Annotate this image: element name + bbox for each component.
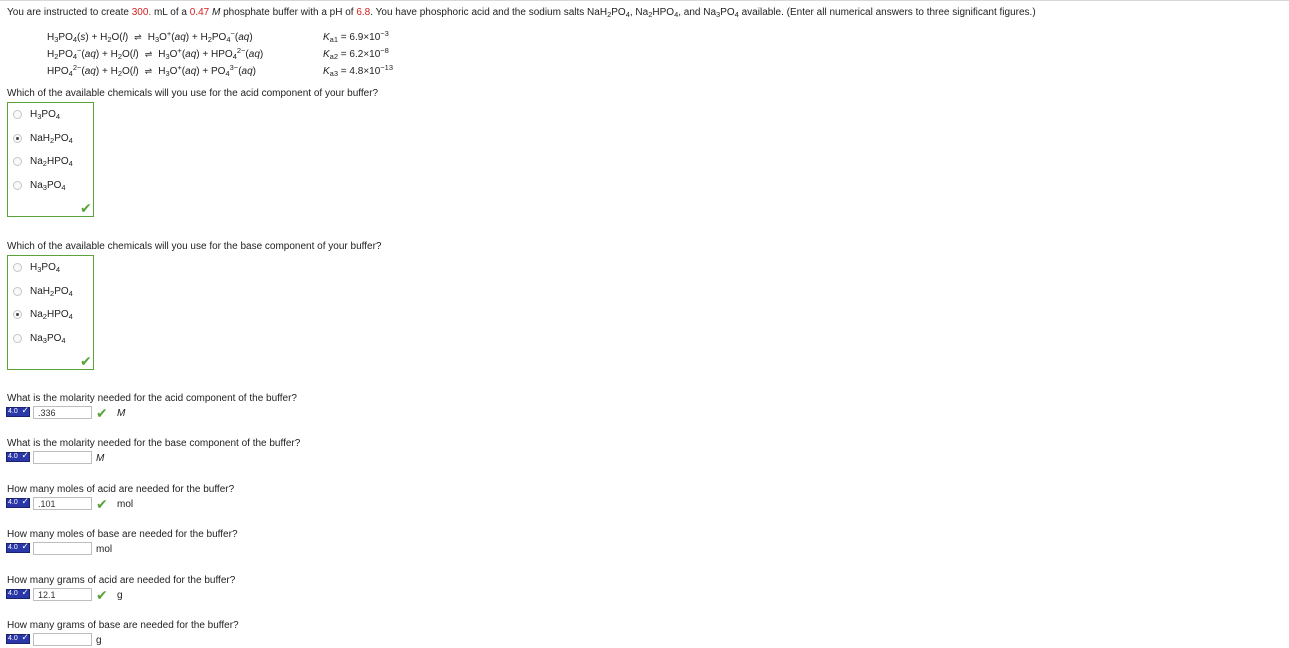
volume-value: 300.	[131, 7, 152, 18]
ph-value: 6.8	[356, 7, 371, 18]
question-base-component: Which of the available chemicals will you use for the base component of your buffer?	[7, 241, 382, 252]
check-icon: ✔	[96, 587, 108, 603]
question-acid-molarity: What is the molarity needed for the acid component of the buffer?	[7, 393, 297, 404]
check-icon: ✔	[96, 496, 108, 512]
acid-moles-input[interactable]	[33, 497, 92, 510]
radio-h3po4[interactable]	[13, 110, 22, 119]
base-moles-input[interactable]	[33, 542, 92, 555]
question-base-molarity: What is the molarity needed for the base component of the buffer?	[7, 438, 301, 449]
question-acid-moles: How many moles of acid are needed for the buffer?	[7, 484, 235, 495]
equilibrium-3: $HPO_4^{2-}(aq) + H_2O(l)$ ⇌ $H_3O^+(aq) + PO_4^{3-}(aq)$	[47, 63, 256, 78]
attempts-badge-icon: 4.0 ✓	[8, 450, 29, 460]
choice-label: $NaH_2PO_4$	[30, 286, 73, 298]
choice-label: $Na_3PO_4$	[30, 333, 66, 345]
base-choice-group	[7, 255, 94, 370]
choice-label: $H_3PO_4$	[30, 262, 61, 274]
choice-label: $NaH_2PO_4$	[30, 133, 73, 145]
radio-na3po4[interactable]	[13, 181, 22, 190]
attempts-badge-icon: 4.0 ✓	[8, 541, 29, 551]
question-acid-grams: How many grams of acid are needed for the buffer?	[7, 575, 236, 586]
attempts-badge-icon: 4.0 ✓	[8, 632, 29, 642]
equilibrium-arrow-icon: ⇌	[144, 49, 153, 59]
radio-nah2po4[interactable]	[13, 287, 22, 296]
base-molarity-input[interactable]	[33, 451, 92, 464]
equilibrium-1: $H_3PO_4(s) + H_2O(l)$ ⇌ $H_3O^+(aq) + H_2PO_4^-(aq)$	[47, 29, 253, 44]
question-base-grams: How many grams of base are needed for the buffer?	[7, 620, 239, 631]
choice-label: $Na_3PO_4$	[30, 180, 66, 192]
attempts-badge-icon: 4.0 ✓	[8, 405, 29, 415]
unit-label: mol	[117, 499, 134, 510]
top-divider	[0, 0, 1289, 1]
equilibrium-2: $H_2PO_4^-(aq) + H_2O(l)$ ⇌ $H_3O^+(aq) + HPO_4^{2-}(aq)$	[47, 46, 264, 61]
radio-h3po4[interactable]	[13, 263, 22, 272]
check-icon: ✔	[80, 353, 92, 369]
problem-statement: You are instructed to create 300. mL of a 0.47 M phosphate buffer with a pH of 6.8. You have phosphoric acid and the sodium salts $NaH_2PO_4$, $Na_2HPO_4$, and $Na_3PO_4$ available. (Enter all numerical answers to three significant figures.)	[7, 7, 1036, 19]
radio-nah2po4[interactable]	[13, 134, 22, 143]
attempts-badge-icon: 4.0 ✓	[8, 587, 29, 597]
check-icon: ✔	[96, 405, 108, 421]
radio-na2hpo4[interactable]	[13, 310, 22, 319]
equilibrium-arrow-icon: ⇌	[144, 66, 153, 76]
choice-label: $Na_2HPO_4$	[30, 309, 73, 321]
acid-molarity-input[interactable]	[33, 406, 92, 419]
radio-na2hpo4[interactable]	[13, 157, 22, 166]
choice-label: $H_3PO_4$	[30, 109, 61, 121]
unit-label: g	[117, 590, 123, 601]
unit-label: mol	[96, 544, 113, 555]
check-icon: ✔	[80, 200, 92, 216]
concentration-value: 0.47	[189, 7, 210, 18]
acid-grams-input[interactable]	[33, 588, 92, 601]
equilibrium-arrow-icon: ⇌	[134, 32, 142, 42]
question-base-moles: How many moles of base are needed for the buffer?	[7, 529, 238, 540]
ka2: $K_{a2} = 6.2\times 10^{-8}$	[323, 46, 389, 61]
ka1: $K_{a1} = 6.9\times 10^{-3}$	[323, 29, 389, 44]
question-acid-component: Which of the available chemicals will you use for the acid component of your buffer?	[7, 88, 379, 99]
ka3: $K_{a3} = 4.8\times 10^{-13}$	[323, 63, 394, 78]
unit-label: M	[96, 453, 105, 464]
radio-na3po4[interactable]	[13, 334, 22, 343]
acid-choice-group	[7, 102, 94, 217]
choice-label: $Na_2HPO_4$	[30, 156, 73, 168]
attempts-badge-icon: 4.0 ✓	[8, 496, 29, 506]
unit-label: M	[117, 408, 126, 419]
base-grams-input[interactable]	[33, 633, 92, 646]
unit-label: g	[96, 635, 102, 646]
